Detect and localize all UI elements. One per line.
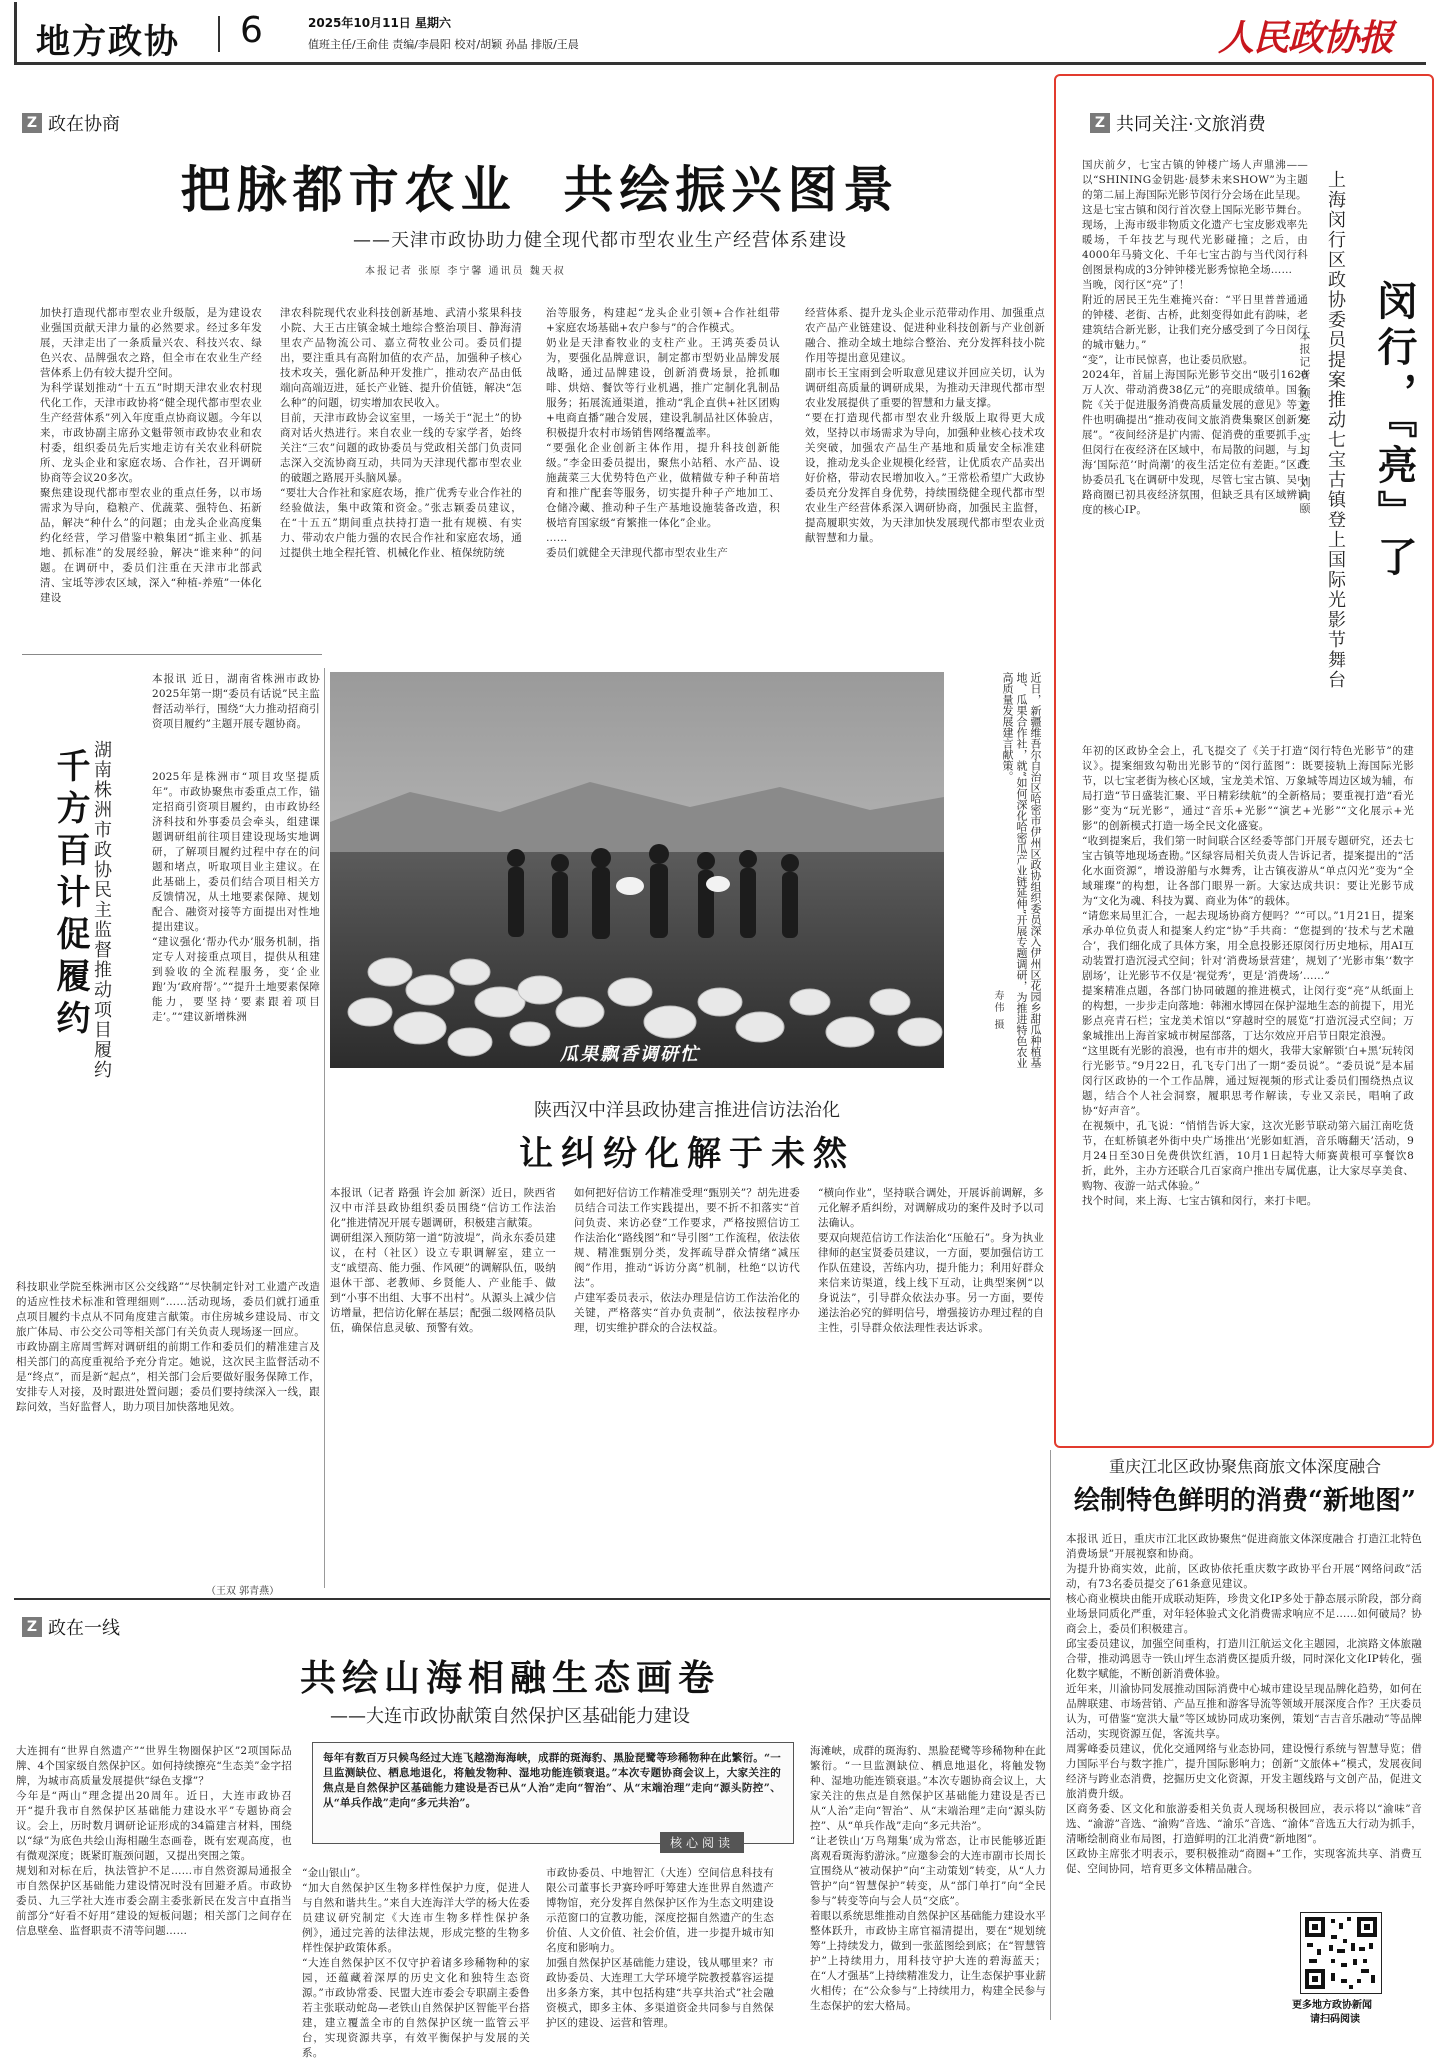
bottom-article-title: 共绘山海相融生态画卷: [299, 1657, 720, 1699]
bottom-article-subtitle: ——大连市政协献策自然保护区基础能力建设: [330, 1706, 690, 1727]
section-tag-label: 政在协商: [48, 114, 120, 135]
ml-lead: 本报讯 近日，湖南省株洲市政协2025年第一期“委员有话说”民主监督活动举行，围绕“大力推动招商引资项目履约”主题开展专题协商。: [152, 673, 320, 730]
column-divider-right: [1050, 1450, 1051, 2020]
photo-caption: 瓜果飘香调研忙: [560, 1044, 700, 1065]
top-article-col-3: 治等服务，构建起“龙头企业引领+合作社组带+家庭农场基础+农户参与”的合作模式。 奶业是天津畜牧业的支柱产业。王鸿英委员认为，要强化品牌意识，制定都市型奶业品牌发展战略，通过品牌建设，创新消费场景，抢抓咖啡、烘焙、餐饮等行业机遇，推广定制化乳制品服务；拓展流通渠道，推动“乳企直供+社区团购+电商直播”融合发展，建设乳制品社区体验店，积极提升农村市场销售网络覆盖率。 “要强化企业创新主体作用，提升科技创新能级。”李金田委员提出，聚焦小站稻、水产品、设施蔬菜三大优势特色产业，做精做专种子种苗培育和推广配套等服务，切实提升种子产地加工、仓储冷藏、推动种子生产基地设施装备改造，积极培育国家级“育繁推一体化”企业。 …… 委员们就健全天津现代都市型农业生产: [546, 307, 780, 559]
core-reading-label: 核心阅读: [660, 1832, 744, 1853]
rb-wide-text: 年初的区政协全会上，孔飞提交了《关于打造“闵行特色光影节”的建议》。提案细致勾勒出光影节的“闵行蓝图”：既要接轨上海国际光影节，以七宝老街为核心区域，宝龙美术馆、万象城等周边区域为辅，布局打造“节日盛装汇聚、平日精彩续航”的全新格局；要重视打造“看光影”变为“玩光影”，通过“音乐+光影”“演艺+光影”“文化展示+光影”的创新模式打造一场全民文化盛宴。 “收到提案后，我们第一时间联合区经委等部门开展专题研究，还去七宝古镇等地现场查勘。”区绿容局相关负责人告诉记者，提案提出的“活化水面资源”，增设游船与水舞秀，让古镇夜游从“单点闪光”变为“全域璀璨”的构想，让各部门眼界一新。大家达成共识：要让光影节成为“文化为魂、科技为翼、商业为体”的载体。 “请您来局里汇合，一起去现场协商方便吗？”“可以。”1月21日，提案承办单位负责人和提案人约定“协”手共商：“您提到的‘技术与艺术融合’，我们细化成了具体方案，用全息投影还原闵行历史地标，用AI互动装置打造沉浸式空间；针对‘消费场景营建’，规划了‘光影市集’‘数字剧场’，让光影节不仅是‘视觉秀’，更是‘消费场’……” 提案精准点题，各部门协同破题的推进模式，让闵行变“亮”从纸面上的构想，一步步走向落地：韩湘水博园在保护湿地生态的前提下，用光影点亮青石栏；宝龙美术馆以“穿越时空的展览”打造沉浸式空间；万象城推出上海首家城市树屋部落，丁达尔效应开启节日限定浪漫。 “这里既有光影的浪漫，也有市井的烟火，我带大家解锁‘白+黑’玩转闵行光影节。”9月22日，孔飞专门出了一期“委员说”。“委员说”是本届闵行区政协的一个工作品牌，通过短视频的形式让委员们围绕热点议题，结合个人社会洞察，履职思考作解读，专业又亲民，唱响了政协“好声音”。 在视频中，孔飞说：“悄悄告诉大家，这次光影节联动第六届江南吃货节，在虹桥镇老外街中央广场推出‘光影如虹酒，音乐嗨翻天’活动，9月24日至30日免费供饮红酒，10月1日起特大师赛黄根可享餐饮8折，此外，主办方还联合几百家商户推出专属优惠，让大家尽享美食、购物、夜游一站式体验。” 找个时间，来上海、七宝古镇和闵行，来打卡吧。: [1082, 745, 1414, 1207]
paper-logo: 人民政协报: [1218, 17, 1394, 59]
z-badge-icon: Z: [22, 113, 42, 133]
feature-photo: [330, 672, 944, 1068]
qr-caption-1: 更多地方政协新闻: [1292, 2000, 1372, 2011]
rbt-title: 绘制特色鲜明的消费“新地图”: [1074, 1486, 1416, 1516]
qr-caption-2: 请扫码阅读: [1310, 2014, 1360, 2025]
rb-title: 闵行，『亮』了: [1371, 280, 1418, 582]
z-badge-icon: Z: [22, 1617, 42, 1637]
ml-narrow-text: 2025年是株洲市“项目攻坚提质年”。市政协聚焦市委重点工作，锚定招商引资项目履约，由市政协经济科技和外事委员会牵头，组建课题调研组前往项目建设现场实地调研，了解项目履约过程中存在的问题和堵点，听取项目业主建议。在此基础上，委员们结合项目相关方反馈情况，从土地要素保障、规划配合、融资对接等方面提出对性地提出建议。 “建议强化‘帮办代办’服务机制，指定专人对接重点项目，提供从租建到验收的全流程服务，变‘企业跑’为‘政府帮’。”“提升土地要素保障能力，要坚持‘要素跟着项目走’。”“建议新增株洲: [152, 771, 320, 1023]
bottom-col-4: 海滩峡，成群的斑海豹、黑脸琵鹭等珍稀物种在此繁衍。“一旦监测缺位、栖息地退化，将触发物种、湿地功能连锁衰退。”本次专题协商会议上，大家关注的焦点是自然保护区基础能力建设是否已从“人治”走向“智治”、从“末端治理”走向“源头防控”、从“单兵作战”走向“多元共治”。 “让老铁山‘万鸟翔集’成为常态，让市民能够近距离观看斑海豹游泳。”应邀参会的大连市副市长周长宣围绕从“被动保护”向“主动策划”转变，从“人力管护”向“智慧保护”转变，从“部门单打”向“全民参与”转变等向与会人员“交底”。 着眼以系统思维推动自然保护区基础能力建设水平整体跃升，市政协主席官福清提出，要在“规划统筹”上持续发力，做到一张蓝图绘到底；在“智慧管护”上持续用力，用科技守护大连的碧海蓝天；在“人才强基”上持续精准发力，让生态保护事业薪火相传；在“公众参与”上持续用力，构建全民参与生态保护的宏大格局。: [810, 1745, 1046, 2012]
masthead-rule: [14, 62, 1426, 65]
rb-subtitle: 上海闵行区政协委员提案推动七宝古镇登上国际光影节舞台: [1325, 170, 1346, 690]
top-article-col-1: 加快打造现代都市型农业升级版，是为建设农业强国贡献天津力量的必然要求。经过多年发展，天津走出了一条质量兴农、科技兴农、绿色兴农、品牌强农之路，但全市在农业生产经营体系上仍有较大提升空间。 为科学谋划推动“十五五”时期天津农业农村现代化工作，天津市政协将“健全现代都市型农业生产经营体系”列入年度重点协商议题。今年以来，市政协副主席孙文魁带领市政协农业和农村委，组织委员先后实地走访有关农业科研院所、龙头企业和家庭农场、合作社，召开调研协商等会议20多次。 聚焦建设现代都市型农业的重点任务，以市场需求为导向，稳粮产、优蔬菜、强特色、拓新品，解决“种什么”的问题；由龙头企业高度集约化经营，学习借鉴中粮集团“抓主业、抓基地、抓标准”的发展经验，解决“谁来种”的问题。在调研中，委员们注重在天津市北部武清、宝坻等涉农区域，深入“种植-养殖”一体化建设: [40, 307, 262, 604]
masthead-left-rule: [14, 2, 17, 64]
rbt-text: 本报讯 近日，重庆市江北区政协聚焦“促进商旅文体深度融合 打造江北特色消费场景”开展视察和协商。 为提升协商实效，此前，区政协依托重庆数字政协平台开展“网络问政”活动，有73名委员提交了61条意见建议。 核心商业模块由能开成联动矩阵，珍贵文化IP多处于静态展示阶段，部分商业场景同质化严重，对年轻体验式文化消费需求响应不足……如何破局？协商会上，委员们积极建言。 邱宝委员建议，加强空间重构，打造川江航运文化主题园，北滨路文体旅融合带，推动鸿恩寺一铁山坪生态消费区提质升级，同时深化文化IP转化，强化数字赋能，不断创新消费体验。 近年来，川渝协同发展推动国际消费中心城市建设呈现品牌化趋势，如何在品牌联建、市场营销、产品互推和游客导流等领域开展深度合作？王庆委员认为，可借鉴“宽洪大量”等区域协同成功案例，策划“吉吉音乐融动”等品牌活动，实现资源互促，客流共享。 周雾峰委员建议，优化交通网络与业态协同，建设慢行系统与智慧导览；借力国际平台与数字推广，提升国际影响力；创新“文旅体+”模式，发展夜间经济与跨业态消费，挖掘历史文化资源，开发主题线路与文创产品，促进文旅消费升级。 区商务委、区文化和旅游委相关负责人现场积极回应，表示将以“渝味”音选、“渝游”音选、“渝购”音选、“渝乐”音选、“渝体”音选五大行动为抓手，清晰绘制商业布局图，打造鲜明的江北消费“新地图”。 区政协主席张才明表示，要积极推动“商圈+”工作，实现客流共享、消费互促、空间协同，培育更多文体精品融合。: [1066, 1533, 1422, 1875]
top-article-col-2: 津农科院现代农业科技创新基地、武清小浆果科技小院、大王古庄镇金城土地综合整治项目、静海清里农产品物流公司、嘉立荷牧业公司。委员们提出，要注重具有高附加值的农产品，加强种子核心技术攻关，强化新品种开发推广，推动农产品由低端向高端迈进，延长产业链、提升价值链，解决“怎么种”的问题，切实增加农民收入。 目前，天津市政协会议室里，一场关于“泥土”的协商对话火热进行。来自农业一线的专家学者，始终关注“三农”问题的政协委员与党政相关部门负责同志深入交流协商互动，共同为天津现代都市型农业的破题之路展开头脑风暴。 “要壮大合作社和家庭农场，推广优秀专业合作社的经验做法，集中政策和资金。”张志颖委员建议，在“十五五”期间重点扶持打造一批有规模、有实力、带动农户能力强的农民合作社和家庭农场，通过提供土地全程托管、机械化作业、植保统防统: [280, 307, 522, 559]
issue-date: 2025年10月11日 星期六: [308, 16, 451, 30]
top-article-byline: 本报记者 张原 李宁馨 通讯员 魏天叔: [365, 266, 566, 277]
mc-col-3: “横向作业”，坚持联合调处，开展诉前调解，多元化解矛盾纠纷，对调解成功的案件及时予以司法确认。 要双向规范信访工作法治化“压舱石”。身为执业律师的赵宝贤委员建议，一方面，要加强信访工作队伍建设，苦练内功，提升能力；利用好群众来信来访渠道，线上线下互动，让典型案例“以身说法”，引导群众依法办事。另一方面，要传递法治必究的鲜明信号，增强接访办理过程的自主性，引导群众依法理性表达诉求。: [818, 1187, 1044, 1334]
rb-byline: 本报记者 顾意亮 实习生 刘向颐: [1298, 330, 1311, 516]
top-article-bottom-rule: [22, 654, 322, 655]
mc-subtitle: 陕西汉中洋县政协建言推进信访法治化: [534, 1100, 840, 1121]
bottom-col-3: 市政协委员、中地智汇（大连）空间信息科技有限公司董事长尹赛玲呼吁筹建大连世界自然遗产博物馆，充分发挥自然保护区作为生态文明建设示范窗口的宣教功能，深度挖掘自然遗产的生态价值、人文价值、社会价值，进一步提升城市知名度和影响力。 加强自然保护区基础能力建设，钱从哪里来？市政协委员、大连理工大学环境学院教授慕容运提出多条方案，其中包括构建“共享共治式”社会融资模式，即多主体、多渠道资金共同参与自然保护区的建设、运营和管理。: [546, 1867, 774, 2029]
ml-subtitle: 湖南株洲市政协民主监督推动项目履约: [91, 740, 112, 1080]
top-article-title: 把脉都市农业 共绘振兴图景: [180, 160, 900, 219]
section-tag-label: 共同关注·文旅消费: [1116, 114, 1266, 135]
ml-wide-text: 科技职业学院至株洲市区公交线路”“尽快制定针对工业遗产改造的适应性技术标准和管理细则”……活动现场，委员们就打通重点项目履约卡点从不同角度建言献策。市住房城乡建设局、市文旅广体局、市公交公司等相关部门有关负责人现场逐一回应。 市政协副主席周雪辉对调研组的前期工作和委员们的精准建言及相关部门的高度重视给予充分肯定。她说，这次民主监督活动不是“终点”，而是新“起点”，相关部门会后要做好服务保障工作，安排专人对接，及时跟进处置问题；委员们要持续深入一线，跟踪问效，当好监督人，助力项目加快落地见效。: [16, 1281, 320, 1413]
top-article-col-4: 经营体系、提升龙头企业示范带动作用、加强重点农产品产业链建设、促进种业科技创新与产业创新融合、推动全域土地综合整治、充分发挥科技小院作用等提出意见建议。 副市长王宝雨到会听取意见建议并回应关切，认为调研组高质量的调研成果，为推动天津现代都市型农业发展提供了重要的智慧和力量支撑。 “要在打造现代都市型农业升级版上取得更大成效，坚持以市场需求为导向，加强种业核心技术攻关突破，加强农产品生产基地和质量安全标准建设，推动龙头企业规模化经营，让优质农产品卖出好价格，带动农民增加收入。”王常松希望广大政协委员充分发挥自身优势，持续围绕健全现代都市型农业生产经营体系深入调研协商，加强民主监督，提高履职实效，为天津加快发展现代都市型农业贡献智慧和力量。: [805, 307, 1045, 544]
core-reading-text: 每年有数百万只候鸟经过大连飞越渤海海峡，成群的斑海豹、黑脸琵鹭等珍稀物种在此繁衍。“一旦监测缺位、栖息地退化，将触发物种、湿地功能连锁衰退。”本次专题协商会议上，大家关注的焦点是自然保护区基础能力建设是否已从“人治”走向“智治”、从“末端治理”走向“源头防控”、从“单兵作战”走向“多元共治”。: [323, 1752, 781, 1809]
bottom-section-rule: [14, 1598, 1050, 1600]
core-reading-box: [312, 1742, 794, 1844]
ml-credit: （王双 郭青燕）: [206, 1586, 280, 1597]
mc-col-2: 如何把好信访工作精准受理“甄别关”？胡先进委员结合司法工作实践提出，要不折不扣落实“首问负责、来访必登”工作要求，严格按照信访工作法治化“路线图”和“导引图”工作流程，依法依规、精准甄别分类，发挥疏导群众情绪“减压阀”作用，推动“诉访分离”机制，杜绝“以访代法”。 卢建军委员表示，依法办理是信访工作法治化的关键，严格落实“首办负责制”，依法按程序办理，切实维护群众的合法权益。: [574, 1187, 800, 1334]
top-article-subtitle: ——天津市政协助力健全现代都市型农业生产经营体系建设: [353, 230, 847, 251]
rb-narrow-text: 国庆前夕，七宝古镇的钟楼广场人声鼎沸——以“SHINING金钥匙·晨梦未来SHOW”为主题的第二届上海国际光影节闵行分会场在此呈现。 这是七宝古镇和闵行首次登上国际光影节舞台。现场，上海市级非物质文化遗产七宝皮影戏率先暖场，千年技艺与现代光影碰撞；之后，由4000年马骑文化、千年七宝古韵与当代闵行科创图景构成的3分钟钟楼光影秀惊艳全场…… 当晚，闵行区“亮”了！ 附近的居民王先生难掩兴奋：“平日里普普通通的钟楼、老街、古桥，此刻变得如此有韵味，老建筑结合新光影，让我们充分感受到了今日闵行的城市魅力。” “变”，让市民惊喜，也让委员欣慰。 2024年，首届上海国际光影节交出“吸引1620万人次、带动消费38亿元”的亮眼成绩单。国务院《关于促进服务消费高质量发展的意见》等文件也明确提出“推动夜间文旅消费集聚区创新发展”。“夜间经济是扩内需、促消费的重要抓手，但闵行在夜经济在区域中，布局散的问题，与上海‘国际范’‘时尚潮’的夜生活定位有差距。”区政协委员孔飞在调研中发现，尽管七宝古镇、吴中路商圈已初具夜经济氛围，但缺乏具有区域辨识度的核心IP。: [1082, 159, 1308, 516]
z-badge-icon: Z: [1090, 113, 1110, 133]
section-tag-negotiation: [22, 110, 120, 136]
section-tag-label: 政在一线: [48, 1618, 120, 1639]
page-number: 6: [240, 10, 263, 51]
bottom-col-1: 大连拥有“世界自然遗产”“世界生物圈保护区”2项国际品牌、4个国家级自然保护区。如何持续擦亮“生态美”金字招牌，为城市高质量发展提供“绿色支撑”？ 今年是“两山”理念提出20周年。近日，大连市政协召开“提升我市自然保护区基础能力建设水平”专题协商会议。会上，历时数月调研论证形成的34篇建言材料，围绕以“绿”为底色共绘山海相融生态画卷，既有宏观高度，也有微观深度；既紧盯瓶颈问题，又提出突围之策。 规划和对标在后，执法管护不足……市自然资源局通报全市自然保护区基础能力建设情况时没有回避矛盾。市政协委员、九三学社大连市委会副主委张新民在发言中直指当前部分“好看不好用”建设的短板问题；相关部门之间存在信息壁垒、监督职责不清等问题……: [16, 1745, 292, 1937]
column-divider-left: [324, 668, 325, 1588]
masthead: [0, 0, 1440, 62]
section-tag-frontline: [22, 1614, 120, 1640]
rbt-subtitle: 重庆江北区政协聚焦商旅文体深度融合: [1108, 1457, 1381, 1476]
mc-col-1: 本报讯（记者 路强 许会加 新深）近日，陕西省汉中市洋县政协组织委员围绕“信访工作法治化”推进情况开展专题调研，积极建言献策。 调研组深入预防第一道“防波堤”，尚永东委员建议，在村（社区）设立专职调解室，建立一支“戚望高、能力强、作风硬”的调解队伍，吸纳退休干部、老教师、乡贤能人、产业能手、做到“小事不出组、大事不出村”。从源头上减少信访增量，把信访化解在基层；配强二级网格员队伍，确保信息灵敏、预警有效。: [330, 1187, 556, 1334]
mc-title: 让纠纷化解于未然: [519, 1134, 855, 1174]
editor-credits: 值班主任/王俞佳 责编/李晨阳 校对/胡颖 孙晶 排版/王晨: [308, 38, 579, 51]
photo-side-caption: 近日，新疆维吾尔自治区哈密市伊州区政协组织委员深入伊州区花园乡甜瓜种植基地、瓜果合作社，就“如何深化哈密瓜产业链延伸”开展专题调研，为推进特色农业高质量发展建言献策。: [1001, 672, 1042, 1069]
field-photo-illustration: [330, 672, 944, 1068]
photo-credit: 寿伟 摄: [992, 990, 1003, 1032]
section-tag-culture-tourism: [1090, 110, 1266, 136]
section-name: 地方政协: [36, 22, 180, 62]
section-divider: [218, 16, 220, 52]
bottom-col-2: “金山银山”。 “加大自然保护区生物多样性保护力度，促进人与自然和谐共生。”来自大连海洋大学的杨大佐委员建议研究制定《大连市生物多样性保护条例》，通过完善的法律法规，形成完整的生物多样性保护政策体系。 “大连自然保护区不仅守护着诸多珍稀物种的家园，还蕴藏着深厚的历史文化和独特生态资源。”市政协常委、民盟大连市委会专职副主委鲁若主张联动蛇岛—老铁山自然保护区智能平台搭建，建立覆盖全市的自然保护区统一监管云平台，实现资源共享，有效平衡保护与发展的关系。: [302, 1867, 530, 2059]
qr-code[interactable]: [1300, 1912, 1382, 1994]
ml-title: 千方百计促履约: [50, 748, 90, 1042]
qr-code-icon: [1301, 1913, 1381, 1993]
